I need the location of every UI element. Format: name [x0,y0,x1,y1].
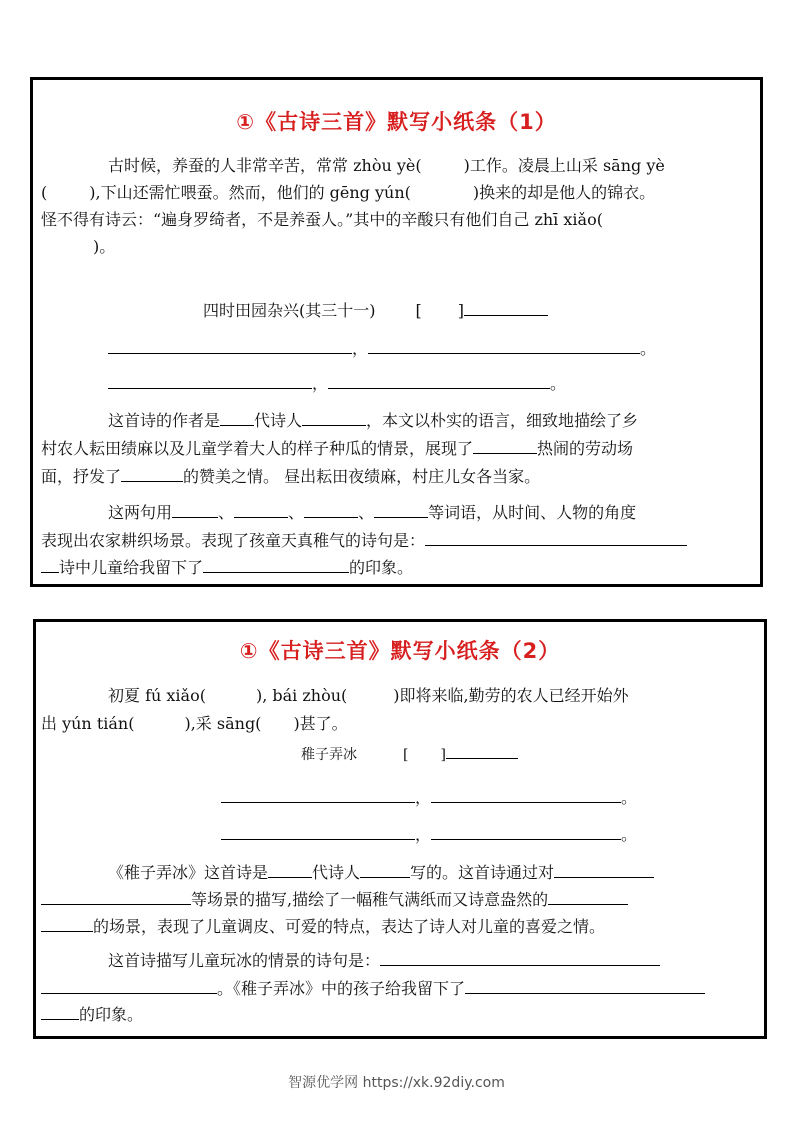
answer-blank[interactable] [121,467,183,482]
card-title: ①《古诗三首》默写小纸条（2） [239,639,561,663]
para1-line-2: 村农人耘田绩麻以及儿童学着大人的样子种瓜的情景，展现了 热闹的劳动场 [41,439,634,458]
answer-blank[interactable] [203,558,349,573]
para1-line-3: 的场景，表现了儿童调皮、可爱的特点，表达了诗人对儿童的喜爱之情。 [41,914,605,937]
intro-line-1: 古时候，养蚕的人非常辛苦，常常 zhòu yè( )工作。凌晨上山采 sāng yè [108,156,665,175]
footer-watermark: 智源优学网 https://xk.92diy.com [288,1075,505,1091]
poet-blank[interactable] [360,863,410,878]
para2-line-2: 。《稚子弄冰》中的孩子给我留下了 [41,976,705,999]
para1-line-2: 等场景的描写,描绘了一幅稚气满纸而又诗意盎然的 [41,887,628,910]
verse-blank[interactable] [221,788,415,803]
para2-line-2: 表现出农家耕织场景。表现了孩童天真稚气的诗句是： [41,528,687,551]
dynasty-blank[interactable] [268,863,312,878]
answer-blank[interactable] [548,890,628,905]
verse-line-2: ， 。 [221,822,637,845]
intro-line-4: )。 [93,237,116,256]
para2-line-3: 的印象。 [41,1002,143,1025]
para2-line-1: 这首诗描写儿童玩冰的情景的诗句是： [108,948,660,971]
poem-title: 四时田园杂兴(其三十一) [203,301,376,320]
poem-title: 稚子弄冰 [301,747,357,763]
poet-blank[interactable] [302,411,366,426]
verse-blank[interactable] [108,339,352,354]
intro-line-3: 怪不得有诗云：“遍身罗绮者，不是养蚕人。”其中的辛酸只有他们自己 zhī xiǎo( [41,210,603,229]
para1-line-1: 这首诗的作者是 代诗人 ，本文以朴实的语言，细致地描绘了乡 [108,411,639,430]
dynasty-blank[interactable] [220,411,254,426]
verse-blank[interactable] [328,374,550,389]
verse-blank[interactable] [431,825,621,840]
answer-blank[interactable] [41,979,217,994]
word-blank[interactable] [172,503,218,518]
verse-blank[interactable] [108,374,312,389]
answer-blank[interactable] [41,917,93,932]
answer-blank[interactable] [473,439,537,454]
answer-blank[interactable] [425,531,687,546]
worksheet-card-2 [33,619,767,1039]
answer-blank[interactable] [380,951,660,966]
answer-blank[interactable] [554,863,654,878]
intro-line-2: ( ),下山还需忙喂蚕。然而，他们的 gēng yún( )换来的却是他人的锦衣。 [41,183,656,202]
answer-blank[interactable] [41,890,191,905]
intro-line-2: 出 yún tián( ),采 sāng( )甚了。 [41,714,348,733]
author-blank[interactable] [446,744,518,759]
answer-blank[interactable] [41,558,59,573]
verse-line-1: ， 。 [108,336,656,359]
poem-title-line: 稚子弄冰 [ ] [301,744,518,764]
word-blank[interactable] [304,503,358,518]
para2-line-3: 诗中儿童给我留下了 的印象。 [41,555,413,578]
poem-title-line: 四时田园杂兴(其三十一) [ ] [203,298,548,321]
para1-line-1: 《稚子弄冰》这首诗是 代诗人 写的。这首诗通过对 [108,860,654,883]
author-blank[interactable] [464,301,548,316]
para1-line-3: 面，抒发了 的赞美之情。 昼出耘田夜绩麻，村庄儿女各当家。 [41,467,541,486]
verse-line-2: ， 。 [108,371,566,394]
answer-blank[interactable] [41,1005,79,1020]
word-blank[interactable] [234,503,288,518]
verse-blank[interactable] [368,339,640,354]
intro-line-1: 初夏 fú xiǎo( ), bái zhòu( )即将来临,勤劳的农人已经开始外 [108,686,629,705]
answer-blank[interactable] [465,979,705,994]
para2-line-1: 这两句用 、 、 、 等词语，从时间、人物的角度 [108,503,637,522]
worksheet-card-1 [30,77,763,587]
verse-blank[interactable] [431,788,621,803]
card-title: ①《古诗三首》默写小纸条（1） [236,110,557,134]
verse-line-1: ， 。 [221,785,637,808]
word-blank[interactable] [374,503,428,518]
verse-blank[interactable] [221,825,415,840]
